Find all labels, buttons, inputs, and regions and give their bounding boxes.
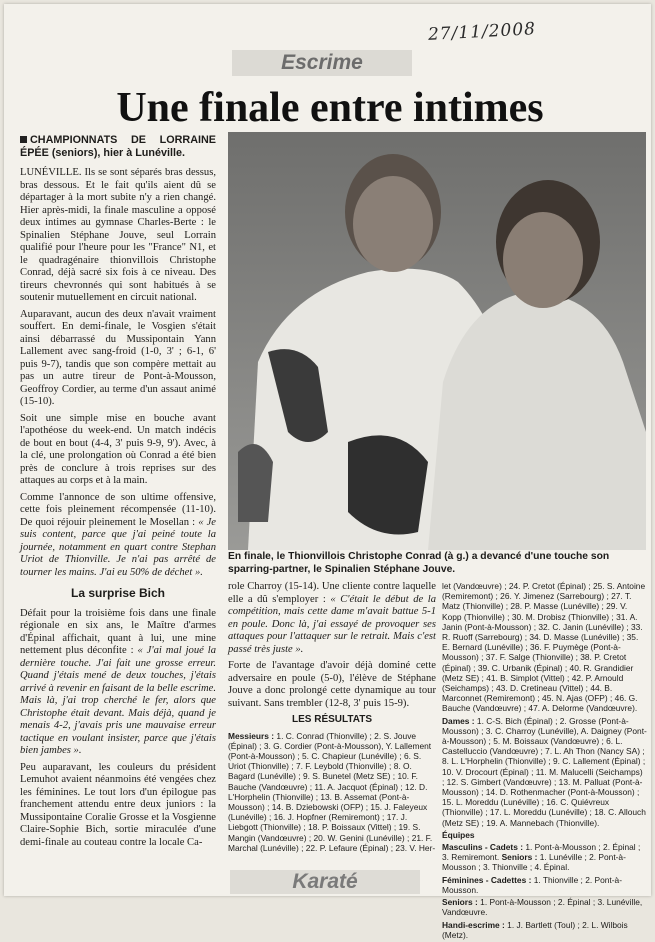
paragraph: Peu auparavant, les couleurs du président Lemuhot avaient néanmoins été vengées chez les féminines. Le tout lors d'un épilogue pas franchement attendu entre deux juniors : la Mussipontaine Coralie Grosse et la Vosgienne Claire-Sophie Bich, sortie miraculée d'une demi-finale au couteau contre la locale Ca- xyxy=(20,761,216,848)
paragraph xyxy=(228,581,436,656)
square-bullet-icon xyxy=(20,136,27,143)
results-text: 1. Lunéville ; 2. Pont-à-Mousson ; 3. Thionville ; 4. Épinal. xyxy=(442,852,626,873)
quote: « J'ai mal joué la dernière touche. J'ai fait une grosse erreur. Quand j'étais mené de deux touches, j'étais arrivé à revenir en faisant de la belle escrime. Mais là, j'ai trop cherché le fer, alors que Christophe était devant. Mais déjà, quand je menais 4-2, j'avais pris une mauvaise erreur tactique en voulant insister, parce que j'étais bien jambes ». xyxy=(20,645,216,756)
paragraph-intro: Défait pour la troisième fois dans une finale régionale en six ans, le Maître d'armes d'Épinal affichait, quant à lui, une mine nettement plus déconfite : xyxy=(20,607,216,656)
paragraph: Forte de l'avantage d'avoir déjà dominé cette adversaire en poule (5-0), l'élève de Stéphane Jouve a donc prolongé cette dynamique au tour suivant. Sans trembler (12-8, 3' puis 15-9). xyxy=(228,660,436,709)
results-text: 1. Pont-à-Mousson ; 2. Épinal ; 3. Remiremont. xyxy=(442,842,641,863)
next-section-title: Karaté xyxy=(292,870,358,893)
fencers-photo-illustration xyxy=(228,132,646,550)
kicker-rest: (seniors), hier à Lunéville. xyxy=(51,146,186,159)
section-title: Escrime xyxy=(281,51,363,74)
results-label: Handi-escrime : xyxy=(442,919,505,930)
results-label: Féminines - Cadettes : xyxy=(442,874,532,885)
results-line xyxy=(442,920,647,940)
results-label: Dames : xyxy=(442,715,475,726)
results-line xyxy=(442,897,647,917)
photo-caption: En finale, le Thionvillois Christophe Conrad (à g.) a devancé d'une touche son sparring-partner, le Spinalien Stéphane Jouve. xyxy=(228,551,610,575)
results-text: 1. J. Bartlett (Toul) ; 2. L. Wilbois (Metz). xyxy=(442,919,628,940)
paragraph: Auparavant, aucun des deux n'avait vraiment souffert. En demi-finale, le Vosgien s'était ainsi débarrassé du Mussipontain Yann Lallement avec sang-froid (1-0, 3' ; 6-1, 6' puis 9-7), tandis que son compère mettait au pas un autre tireur de Pont-à-Mousson, Geoffroy Cordier, au terme d'un assaut animé (15-10). xyxy=(20,308,216,407)
subheading: La surprise Bich xyxy=(70,586,166,600)
results-label: Équipes xyxy=(442,829,475,840)
results-label: Messieurs : xyxy=(228,730,275,741)
paragraph-intro: Comme l'annonce de son ultime offensive, cette fois pleinement récompensée (11-10). De quoi réjouir pleinement le Mosellan : xyxy=(20,491,216,528)
results-messieurs xyxy=(228,731,436,853)
results-equipes-heading xyxy=(442,830,647,840)
paragraph xyxy=(20,492,216,580)
article-column-1 xyxy=(20,134,216,853)
results-text: 1. C-S. Bich (Épinal) ; 2. Grosse (Pont-à-Mousson) ; 3. C. Charroy (Lunéville), A. Daigney (Pont-à-Mousson) ; 5. M. Boissaux (Vandœuvre) ; 6. L. Castelluccio (Vandœuvre) ; 7. L. Ah Thon (Nancy SA) ; 8. L. L'Horphelin (Thionville) ; 9. C. Lallement (Épinal) ; 10. V. Drocourt (Épinal) ; 11. M. Malucelli (Seichamps) ; 12. S. Gimbert (Vandœuvre) ; 13. M. Palluat (Pont-à-Mousson) ; 14. D. Rothenmacher (Pont-à-Mousson) ; 15. L. Moreddu (Lunéville) ; 16. C. Quiévreux (Thionville) ; 17. L. Moreddu (Lunéville) ; 18. C. Allouch (Metz SE) ; 19. A. Mannebach (Thionville). xyxy=(442,715,647,828)
results-label: Seniors : xyxy=(442,897,478,908)
paragraph: LUNÉVILLE. Ils se sont séparés bras dessus, bras dessous. Et le fait qu'ils aient dû se départager à la mort subite n'y a rien changé. Hier après-midi, la finale masculine a opposé deux intimes au gymnase Charles-Berte : le Spinalien Stéphane Jouve, seul Lorrain qualifié pour l'heure pour les "France" N1, et le quadragénaire thionvillois Christophe Conrad, déjà sacré six fois à ce niveau. Des tireurs chevronnés qui sont habitués à se soutenir mutuellement en circuit national. xyxy=(20,167,216,303)
quote: « C'était le début de la compétition, mais cette dame m'avait battue 5-1 en poule. Donc là, j'ai essayé de provoquer ses attaques pour l'attaquer sur le retrait. Mais c'est passé très juste ». xyxy=(228,593,436,655)
paragraph xyxy=(20,608,216,758)
results-line xyxy=(442,875,647,895)
results-line xyxy=(442,842,647,873)
results-label: Masculins - Cadets : xyxy=(442,842,523,853)
results-column xyxy=(442,581,647,942)
kicker xyxy=(20,134,216,159)
results-text: 1. C. Conrad (Thionville) ; 2. S. Jouve (Épinal) ; 3. G. Cordier (Pont-à-Mousson), Y. Lallement (Pont-à-Mousson) ; 5. C. Chapieur (Lunéville) ; 6. S. Uriot (Thionville) ; 7. F. Leybold (Thionville) ; 8. O. Bagard (Lunéville) ; 9. S. Bunetel (Metz SE) ; 10. F. Bauche (Vandœuvre) ; 11. A. Jacquot (Épinal) ; 12. D. L'Horphelin (Thionville) ; 13. B. Assemat (Pont-à-Mousson) ; 14. B. Dziebowski (OFP) ; 15. J. Faleyeux (Lunéville) ; 16. J. Hopfner (Remiremont) ; 17. J. Liebgott (Thionville) ; 18. P. Boissaux (Vittel) ; 19. S. Mangin (Vandœuvre) ; 20. W. Genini (Lunéville) ; 21. F. Marchal (Lunéville) ; 22. P. Lefaure (Épinal) ; 23. V. Her- xyxy=(228,730,436,853)
kicker-title: CHAMPIONNATS DE LORRAINE ÉPÉE xyxy=(20,134,216,159)
results-title: LES RÉSULTATS xyxy=(292,714,372,725)
article-photo xyxy=(228,132,646,550)
article-column-2 xyxy=(228,581,436,853)
quote: « Je suis content, parce que j'ai peiné toute la journée, notamment en quart contre Stephan Uriot de Thionville. Je n'ai pas arrêté de tourner les mains. J'ai eu 50% de déchet ». xyxy=(20,516,217,578)
results-text: 1. Pont-à-Mousson ; 2. Épinal ; 3. Lunéville, Vandœuvre. xyxy=(442,897,643,918)
headline: Une finale entre intimes xyxy=(116,85,544,131)
results-label: Seniors : xyxy=(501,852,538,863)
results-text: 1. Thionville ; 2. Pont-à-Mousson. xyxy=(442,874,622,895)
handwritten-date: 27/11/2008 xyxy=(427,19,537,45)
results-text: let (Vandœuvre) ; 24. P. Cretot (Épinal) ; 25. S. Antoine (Remiremont) ; 26. Y. Jimenez (Sarrebourg) ; 27. T. Matz (Thionville) ; 28. P. Masse (Lunéville) ; 29. V. Kopp (Thionville) ; 30. M. Drobisz (Thionville) ; 31. A. Janin (Pont-à-Mousson) ; 32. C. Janin (Lunéville) ; 33. R. Ruoff (Sarrebourg) ; 34. D. Masse (Lunéville) ; 35. E. Bernard (Lunéville) ; 36. F. Puymège (Pont-à-Mousson) ; 37. F. Salge (Thionville) ; 38. P. Cretot (Épinal) ; 39. C. Urbanik (Épinal) ; 40. R. Grandidier (Metz SE) ; 41. B. Simplot (Vittel) ; 42. P. Arnould (Seichamps) ; 43. D. Cretineau (Vittel) ; 44. B. Marconnet (Remiremont) ; 45. N. Ajas (OFP) ; 46. G. Bauche (Vandœuvre) ; 47. A. Delorme (Vandœuvre). xyxy=(442,581,646,714)
results-dames xyxy=(442,716,647,828)
paragraph-intro: role Charroy (15-14). Une cliente contre laquelle elle a dû s'employer : xyxy=(228,581,436,605)
paragraph: Soit une simple mise en bouche avant l'apothéose du week-end. Un match indécis de bout en bout (4-4, 3' puis 9-9, 9'). Avec, à la clé, une prolongation où Conrad a été bien près de conclure à trois reprises sur des attaques au corps et à la main. xyxy=(20,412,216,486)
